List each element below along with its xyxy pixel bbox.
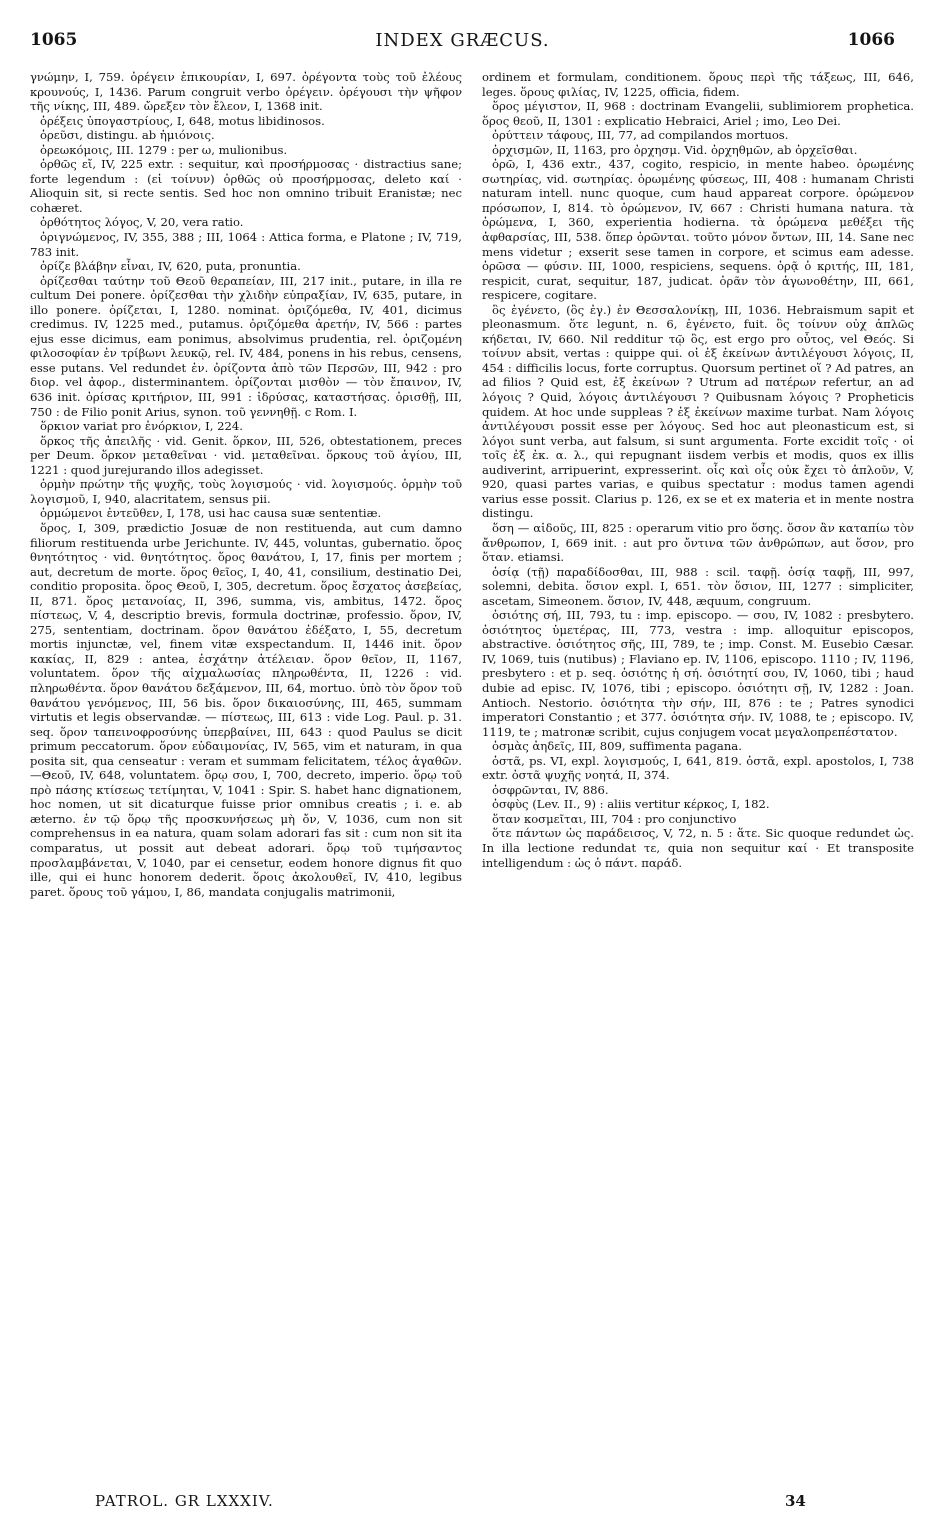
index-entry: ὁσιότης σή, III, 793, tu : imp. episcopo. — σου, IV, 1082 : presbytero. ὁσιότητος ὑμετέρας, III, 773, vestra : imp. alloquitur episcopos, abstractive. ὁσιότητος σῆς, III, 789, te ; imp. Const. M. Eusebio Cæsar. IV, 1069, tuis (nutibus) ; Flaviano ep. IV, 1106, episcopo. 1110 ; IV, 1196, presbytero : et p. seq. ὁσιότης ἡ σή. ὁσιότητί σου, IV, 1060, tibi ; haud dubie ad episc. IV, 1076, tibi ; episcopo. ὁσιότητι σῇ, IV, 1282 : Joan. Antioch. Nestorio. ὁσιότητα τὴν σήν, III, 876 : te ; Patres synodici imperatori Constantio ; et 377. ὁσιότητα σήν. IV, 1088, te ; episcopo. IV, 1119, te ; matronæ scribit, cujus conjugem vocat μεγαλοπρεπέστατον. xyxy=(482,608,914,739)
index-entry: ὁσίᾳ (τῇ) παραδίδοσθαι, III, 988 : scil. ταφῇ. ὁσίᾳ ταφῇ, III, 997, solemni, debita. ὅσιον expl. I, 651. τὸν ὅσιον, III, 1277 : simpliciter, ascetam, Simeonem. ὅσιον, IV, 448, æquum, congruum. xyxy=(482,564,914,608)
index-entry: ὀσφὺς (Lev. II., 9) : aliis vertitur κέρκος, I, 182. xyxy=(492,797,770,812)
page-number-left: 1065 xyxy=(30,30,78,50)
page-number-right: 1066 xyxy=(847,30,895,50)
index-entry: ὁρῶ, I, 436 extr., 437, cogito, respicio, in mente habeo. ὁρωμένης σωτηρίας, vid. σωτηρίας. ὁρωμένης φύσεως, III, 408 : humanam Christi naturam intell. nunc quoque, cum haud appareat corpore. ὁρώμενον πρόσωπον, I, 814. τὸ ὁρώμενον, IV, 667 : Christi humana natura. τὰ ὁρώμενα, I, 360, experientia hodierna. τὰ ὁρώμενα μεθέξει τῆς ἀφθαρσίας, III, 538. ὅπερ ὁρῶνται. τοῦτο μόνον ὄντων, III, 14. Sane nec mens videtur ; exserit sese tamen in corpore, et scimus eam adesse. ὁρῶσα — φύσιν. III, 1000, respiciens, sequens. ὁρᾷ ὁ κριτής, III, 181, respicit, curat, sequitur, 187, judicat. ὁρᾶν τὸν ἀγωνοθέτην, III, 661, respicere, cogitare. xyxy=(482,157,914,303)
index-entry: ὀρύττειν τάφους, III, 77, ad compilandos mortuos. xyxy=(492,128,789,143)
index-entry: ὃς ἐγένετο, (ὃς ἐγ.) ἐν Θεσσαλονίκῃ, III, 1036. Hebraismum sapit et pleonasmum. ὅτε legunt, n. 6, ἐγένετο, fuit. ὃς τοίνυν οὐχ ἁπλῶς κήδεται, IV, 660. Nil redditur τῷ ὃς, est ergo pro οὗτος, vel Θεός. Si τοίνυν absit, vertas : quippe qui. οἱ ἐξ ἐκείνων ἀντιλέγουσι λόγοις, II, 454 : difficilis locus, forte corruptus. Quorsum pertinet οἵ ? Ad patres, an ad filios ? Quid est, ἐξ ἐκείνων ? Utrum ad πατέρων refertur, an ad λόγοις ? Quid, λόγοις ἀντιλέγουσι ? Quibusnam λόγοις ? Propheticis quidem. At hoc unde suppleas ? ἐξ ἐκείνων maxime turbat. Nam λόγοις ἀντιλέγουσι possit esse per λόγους. Sed hoc aut pleonasticum est, si λόγοι sunt verba, aut falsum, si sunt argumenta. Forte excidit τοῖς · οἱ τοῖς ἐξ ἐκ. α. λ., qui repugnant iisdem verbis et modis, quos ex illis audiverint, arripuerint, expresserint. οἷς καὶ οἷς οὐκ ἔχει τὸ ἁπλοῦν, V, 920, quasi partes varias, e quibus spectatur : modus tamen agendi varius esse possit. Clarius p. 126, ex se et ex materia et in mente nostra distingu. xyxy=(482,302,915,521)
page-header xyxy=(30,30,895,56)
page-title: INDEX GRÆCUS. xyxy=(375,30,550,51)
index-entry: ὀριγνώμενος, IV, 355, 388 ; III, 1064 : Attica forma, e Platone ; IV, 719, 783 init. xyxy=(30,230,462,259)
index-entry: ὀρεῦσι, distingu. ab ἡμιόνοις. xyxy=(40,128,215,143)
index-entry: ὀρεωκόμοις, III. 1279 : per ω, mulionibus. xyxy=(40,142,288,157)
index-entry: ὅση — αἰδοῦς, III, 825 : operarum vitio pro ὅσης. ὅσον ἂν καταπίω τὸν ἄνθρωπον, I, 669 init. : aut pro ὄντινα τῶν ἀνθρώπων, aut ὅσον, pro ὅταν. etiamsi. xyxy=(482,520,914,565)
index-entry: ὀρίζε βλάβην εἶναι, IV, 620, puta, pronuntia. xyxy=(40,259,301,274)
index-entry: ὀρέξεις ὑπογαστρίους, I, 648, motus libidinosos. xyxy=(40,113,325,128)
index-entry: ὁρμὴν πρώτην τῆς ψυχῆς, τοὺς λογισμούς · vid. λογισμούς. ὁρμὴν τοῦ λογισμοῦ, I, 940, alacritatem, sensus pii. xyxy=(30,477,462,506)
index-entry: ὅτε πάντων ὡς παράδεισος, V, 72, n. 5 : ἅτε. Sic quoque redundet ὡς. In illa lectione redundat τε, quia non sequitur καί · Et transposite intelligendum : ὡς ὁ πάντ. παράδ. xyxy=(482,826,914,870)
index-entry: ὀρίζεσθαι ταύτην τοῦ Θεοῦ θεραπείαν, III, 217 init., putare, in illa re cultum Dei ponere. ὀρίζεσθαι τὴν χλιδὴν εὐπραξίαν, IV, 635, putare, in illo ponere. ὀρίζεται, I, 1280. nominat. ὀριζόμεθα, IV, 401, dicimus credimus. IV, 1225 med., putamus. ὀριζόμεθα ἀρετήν, IV, 566 : partes ejus esse dicimus, eam ponimus, absolvimus prudentia, rel. ὀριζομένη φιλοσοφίαν ἐν τρίβωνι λευκῷ, rel. IV, 484, ponens in his rebus, censens, esse putans. Vel redundet ἐν. ὀρίζοντα ἀπὸ τῶν Περσῶν, III, 942 : pro διορ. vel ἀφορ., disterminantem. ὀρίζονται μισθὸν — τὸν ἔπαινον, IV, 636 init. ὀρίσας κριτήριον, III, 991 : ἱδρύσας, καταστήσας. ὀρισθῇ, III, 750 : de Filio ponit Arius, synon. τοῦ γεννηθῇ. c Rom. I. xyxy=(30,273,462,419)
index-entry: ordinem et formulam, conditionem. ὅρους περὶ τῆς τάξεως, III, 646, leges. ὅρους φιλίας, IV, 1225, officia, fidem. xyxy=(482,70,914,99)
index-entry: ὅρος, I, 309, prædictio Josuæ de non restituenda, aut cum damno filiorum restituenda urbe Jerichunte. IV, 445, voluntas, gubernatio. ὅρος θνητότητος · vid. θνητότητος. ὅρος θανάτου, I, 17, finis per mortem ; aut, decretum de morte. ὅρος θεῖος, I, 40, 41, consilium, destinatio Dei, conditio proposita. ὅρος Θεοῦ, I, 305, decretum. ὅρος ἔσχατος ἀσεβείας, II, 871. ὅρος μετανοίας, II, 396, summa, vis, ambitus, 1472. ὅρος πίστεως, V, 4, descriptio brevis, formula doctrinæ, professio. ὅρον, IV, 275, sententiam, doctrinam. ὅρον θανάτου ἐδέξατο, I, 55, decretum mortis injunctæ, vel, finem vitæ exspectandum. II, 1446 init. ὅρον κακίας, II, 829 : antea, ἐσχάτην ἀτέλειαν. ὅρον θεῖον, II, 1167, voluntatem. ὅρον τῆς αἰχμαλωσίας πληρωθέντα, II, 1226 : vid. πληρωθέντα. ὅρον θανάτου δεξάμενον, III, 64, mortuo. ὑπὸ τὸν ὅρον τοῦ θανάτου γενόμενος, III, 56 bis. ὅρον δικαιοσύνης, III, 465, summam virtutis et legis observandæ. — πίστεως, III, 613 : vide Log. Paul. p. 31. seq. ὅρον ταπεινοφροσύνης ὑπερβαίνει, III, 643 : quod Paulus se dicit primum peccatorum. ὅρον εὐδαιμονίας, IV, 565, vim et naturam, in qua posita sit, qua censeatur : veram et summam felicitatem, τέλος ἀγαθῶν.—Θεοῦ, IV, 648, voluntatem. ὅρῳ σου, I, 700, decreto, imperio. ὅρῳ τοῦ πρὸ πάσης κτίσεως τετίμηται, V, 1041 : Spir. S. habet hanc dignationem, hoc nomen, ut sit dicaturque fuisse prior omnibus creatis ; i. e. ab æterno. ἐν τῷ ὅρῳ τῆς προσκυνήσεως μὴ ὄν, V, 1036, cum non sit comprehensus in ea natura, quam solam adorari fas sit : cum non sit ita comparatus, ut possit aut debeat adorari. ὅρῳ τοῦ τιμήσαντος προσλαμβάνεται, V, 1040, par ei censetur, eodem honore dignus fit quo ille, qui ei hunc honorem dederit. ὅροις ἀκολουθεῖ, IV, 410, legibus paret. ὅρους τοῦ γάμου, I, 86, mandata conjugalis matrimonii, xyxy=(30,520,462,899)
index-entry: ὀρθῶς εἴ, IV, 225 extr. : sequitur, καὶ προσήρμοσας · distractius sane; forte legendum : (εἰ τοίνυν) ὀρθῶς οὐ προσήρμοσας, deleto καί · Alioquin sit, si recte sentis. Sed hoc non omnino tribuit Eranistæ; nec cohæret. xyxy=(30,157,462,215)
sheet-number: 34 xyxy=(785,1492,806,1510)
left-column xyxy=(30,70,462,899)
index-entry: ὀρθότητος λόγος, V, 20, vera ratio. xyxy=(40,215,244,230)
index-entry: γνώμην, I, 759. ὀρέγειν ἐπικουρίαν, I, 697. ὀρέγοντα τοὺς τοῦ ἐλέους κρουνούς, I, 1436. Parum congruit verbo ὀρέγειν. ὀρέγουσι τὴν ψῆφον τῆς νίκης, III, 489. ὤρεξεν τὸν ἔλεον, I, 1368 init. xyxy=(30,70,462,114)
page-footer xyxy=(30,1492,895,1514)
index-entry: ὅρκιον variat pro ἐνόρκιον, I, 224. xyxy=(40,419,243,434)
index-entry: ὅρος μέγιστον, II, 968 : doctrinam Evangelii, sublimiorem prophetica. ὅρος θεοῦ, II, 1301 : explicatio Hebraici, Ariel ; imo, Leo Dei. xyxy=(482,99,914,128)
index-entry: ὀστᾶ, ps. VI, expl. λογισμούς, I, 641, 819. ὀστᾶ, expl. apostolos, I, 738 extr. ὀστᾶ ψυχῆς νοητά, II, 374. xyxy=(482,753,914,783)
right-column xyxy=(482,70,914,870)
footer-signature: PATROL. GR LXXXIV. xyxy=(95,1492,274,1510)
index-entry: ὅρκος τῆς ἀπειλῆς · vid. Genit. ὅρκον, III, 526, obtestationem, preces per Deum. ὅρκον μεταθεῖναι · vid. μεταθεῖναι. ὅρκους τοῦ ἁγίου, III, 1221 : quod jurejurando illos adegisset. xyxy=(30,433,462,477)
index-entry: ὁρμώμενοι ἐντεῦθεν, I, 178, usi hac causa suæ sententiæ. xyxy=(40,506,382,521)
index-entry: ὀσφρῶνται, IV, 886. xyxy=(492,782,609,797)
index-entry: ὀσμὰς ἀηδεῖς, III, 809, suffimenta pagana. xyxy=(492,739,742,754)
index-entry: ὀρχισμῶν, II, 1163, pro ὀρχησμ. Vid. ὀρχηθμῶν, ab ὀρχεῖσθαι. xyxy=(492,142,858,157)
index-entry: ὅταν κοσμεῖται, III, 704 : pro conjunctivo xyxy=(492,811,737,826)
